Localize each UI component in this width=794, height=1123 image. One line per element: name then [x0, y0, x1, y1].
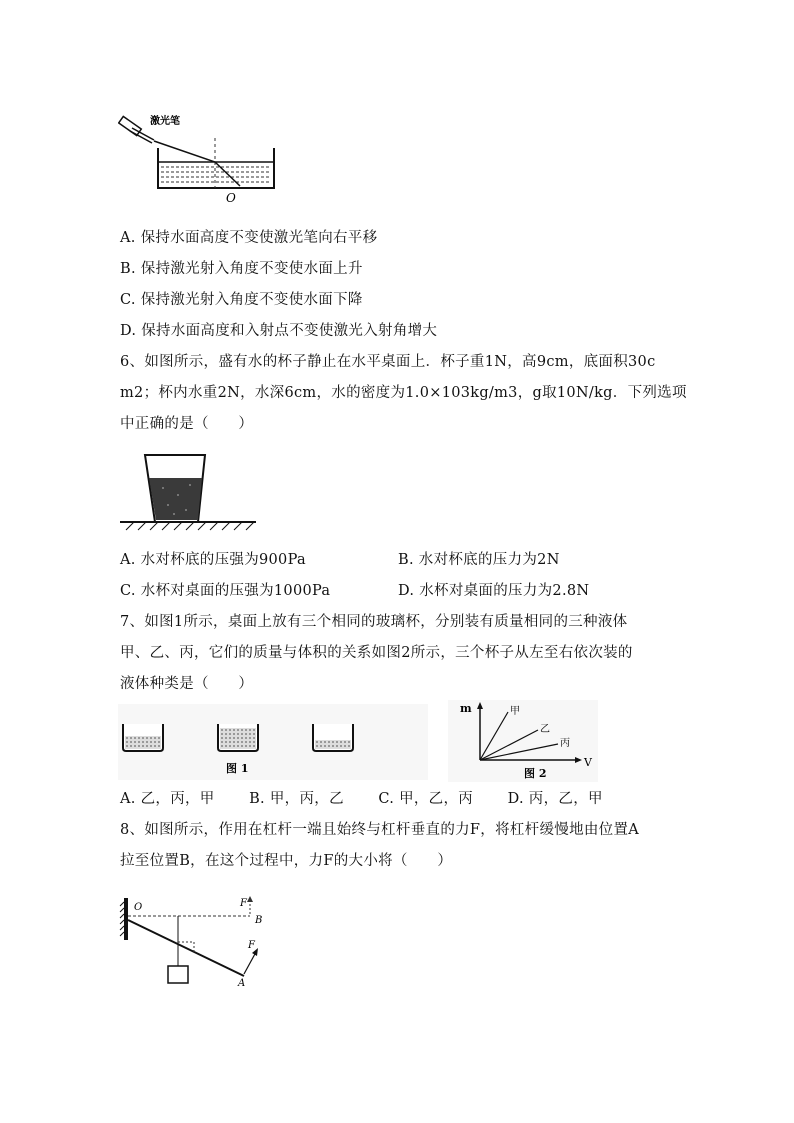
label-yi: 乙: [540, 724, 550, 735]
q5-option-c: C. 保持激光射入角度不变使水面下降: [120, 292, 363, 308]
mass-volume-graph: [448, 700, 598, 782]
cup-on-table-figure: [118, 450, 258, 532]
force-label-b: F: [240, 898, 247, 909]
laser-tank-figure: [118, 110, 288, 205]
force-arrow-a: [244, 952, 256, 974]
label-bing: 丙: [560, 738, 570, 749]
q8-text-line-2: 拉至位置B，在这个过程中，力F的大小将（ ）: [120, 853, 453, 869]
laser-pen: [119, 116, 154, 143]
q7-options: A. 乙，丙，甲 B. 甲，丙，乙 C. 甲，乙，丙 D. 丙，乙，甲: [120, 791, 603, 807]
hanging-weight: [168, 966, 188, 983]
water-tank: [158, 148, 274, 188]
q6-option-a: A. 水对杯底的压强为900Pa: [120, 552, 306, 568]
wall: [120, 898, 128, 940]
three-glasses-figure: [118, 704, 428, 780]
q6-option-d: D. 水杯对桌面的压力为2.8N: [398, 583, 590, 599]
q6-text-line-3: 中正确的是（ ）: [120, 416, 254, 432]
q5-option-d: D. 保持水面高度和入射点不变使激光入射角增大: [120, 323, 438, 339]
fig2-caption: 图 2: [524, 767, 547, 780]
q7-text-line-1: 7、如图1所示，桌面上放有三个相同的玻璃杯，分别装有质量相同的三种液体: [120, 614, 628, 630]
x-axis-label: V: [584, 756, 592, 769]
pivot-o-label: O: [134, 902, 143, 913]
point-b-label: B: [255, 915, 263, 926]
q6-text-line-2: m2；杯内水重2N，水深6cm，水的密度为1.0×103kg/m3，g取10N/kg．下列选项: [120, 385, 687, 401]
point-o-label: O: [226, 191, 236, 205]
q7-text-line-3: 液体种类是（ ）: [120, 676, 254, 692]
q6-text-line-1: 6、如图所示，盛有水的杯子静止在水平桌面上．杯子重1N，高9cm，底面积30c: [120, 354, 656, 370]
lever-figure: [118, 890, 268, 990]
cup: [145, 455, 205, 522]
q5-option-a: A. 保持水面高度不变使激光笔向右平移: [120, 230, 378, 246]
table-surface: [120, 522, 256, 530]
q8-text-line-1: 8、如图所示，作用在杠杆一端且始终与杠杆垂直的力F，将杠杆缓慢地由位置A: [120, 822, 640, 838]
fig1-caption: 图 1: [226, 762, 249, 775]
q7-text-line-2: 甲、乙、丙，它们的质量与体积的关系如图2所示，三个杯子从左至右依次装的: [120, 645, 633, 661]
q6-option-c: C. 水杯对桌面的压强为1000Pa: [120, 583, 331, 599]
glass-2: [218, 724, 258, 751]
point-a-label: A: [238, 978, 246, 989]
label-jia: 甲: [510, 706, 520, 717]
force-label-a: F: [248, 940, 255, 951]
q5-option-b: B. 保持激光射入角度不变使水面上升: [120, 261, 363, 277]
glass-3: [313, 724, 353, 751]
laser-pen-label: 激光笔: [150, 116, 180, 127]
glass-1: [123, 724, 163, 751]
y-axis-label: m: [460, 702, 472, 715]
q6-option-b: B. 水对杯底的压力为2N: [398, 552, 560, 568]
